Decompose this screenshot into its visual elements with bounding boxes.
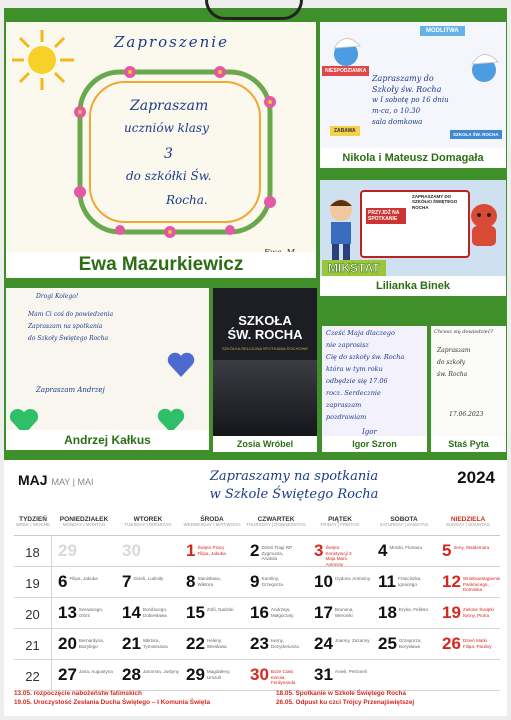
day-cell[interactable] [52,536,116,567]
day-cell[interactable] [116,567,180,597]
photo-igor [322,326,427,446]
header-week: TYDZIEŃ WEEK | WOCHE [15,516,51,528]
lilianka-board-text: ZAPRASZAMY DO SZKÓŁKI ŚWIĘTEGO ROCHA [412,194,458,210]
zosia-title-1: SZKOŁA [238,313,292,328]
ewa-title: Zaproszenie [114,33,229,51]
igor-line-2: nie zaprosisz [326,341,369,349]
zosia-poster-sub: SZKÓŁKA RELIGIJNA SPOTKANIA ROCHOWE [221,346,309,351]
caption-stas: Staś Pyta [431,436,506,452]
day-number: 6 [58,572,68,591]
name-day-text: Zielone Świątki Iwony, Piotra [462,607,494,618]
day-cell[interactable] [436,598,500,628]
name-day-text: Stanisława, Wiktora [197,576,221,587]
name-day-text: Bernardyna, Bazylego [78,638,104,649]
ewa-line-5: Rocha. [166,193,208,207]
ewa-line-4: do szkółki Św. [126,169,212,183]
ewa-line-2: uczniów klasy [124,121,209,135]
nikola-line-4: m-ca, o 10.30 [372,107,421,115]
day-cell[interactable] [308,536,372,567]
day-cell[interactable] [308,660,372,690]
day-number: 17 [314,603,333,622]
name-day-text: Andrzeja, Małgorzaty [270,607,294,618]
day-number: 29 [58,541,77,560]
flower-wreath-drawing [60,52,290,242]
day-number: 14 [122,603,141,622]
igor-line-8: pozdrawiam [326,413,367,421]
day-number: 30 [122,541,141,560]
sticker-niespodzianka: NIESPODZIANKA [322,66,369,76]
nikola-line-2: Szkoły św. Rocha [372,85,442,94]
day-cell[interactable] [52,660,116,690]
name-day-text: Zofii, Nadziei [206,607,234,612]
day-cell[interactable] [116,536,180,567]
day-cell[interactable] [372,629,436,659]
day-number: 9 [250,572,260,591]
day-number: 29 [186,665,205,684]
photo-ewa [6,22,316,264]
nikola-line-1: Zapraszamy do [372,74,434,83]
heart-decoration [166,350,196,380]
ewa-line-1: Zapraszam [130,98,209,114]
notes-left [14,689,210,708]
day-number: 27 [58,665,77,684]
day-cell[interactable] [180,567,244,597]
day-number: 19 [442,603,461,622]
invitation-line-2: w Szkole Świętego Rocha [209,486,379,502]
sticker-zabawa: ZABAWA [330,126,360,136]
stas-date: 17.06.2023 [449,411,484,418]
day-number: 31 [314,665,333,684]
day-cell[interactable] [372,598,436,628]
sticker-szkola: SZKOŁA ŚW. ROCHA [450,130,502,139]
day-cell[interactable] [244,536,308,567]
name-day-text: Boże Ciało Karola, Ferdynanda [270,669,296,685]
caption-igor: Igor Szron [322,436,427,452]
day-cell[interactable] [116,660,180,690]
day-number: 2 [250,541,260,560]
day-cell[interactable] [116,629,180,659]
note-item: 18.05. Spotkanie w Szkole Świętego Rocha [276,690,406,697]
invitation-line-1: Zapraszamy na spotkania [209,469,379,484]
day-number: 12 [442,572,461,591]
mikstat-sign: MIKSTAT [322,260,386,276]
calendar-grid [14,514,500,691]
stas-line-3: do szkoły [437,359,466,366]
day-number: 25 [378,634,397,653]
photo-nikola [320,22,506,156]
name-day-text: Gizeli, Ludmiły [133,576,164,581]
week-number: 19 [14,567,52,597]
caption-zosia: Zosia Wróbel [213,436,317,452]
caption-nikola: Nikola i Mateusz Domagała [320,148,506,168]
notes-right [276,689,414,708]
andrzej-line-4: do Szkoły Świętego Rocha [28,335,109,342]
name-day-text: Iwony, Dezyderiusza [270,638,299,649]
week-number: 20 [14,598,52,628]
day-cell[interactable] [308,567,372,597]
day-cell[interactable] [436,567,500,597]
name-day-text: Joanny, Zuzanny [334,638,370,643]
calendar-page [4,8,507,716]
day-cell[interactable] [436,629,500,659]
andrzej-signature: Zapraszam Andrzej [36,386,105,394]
day-number: 7 [122,572,132,591]
day-number: 11 [378,572,396,591]
week-number: 22 [14,660,52,690]
day-cell[interactable] [180,629,244,659]
day-cell[interactable] [308,598,372,628]
week-row [14,660,500,691]
hanging-hook [205,0,303,20]
name-day-text: Jana, Augustyna [78,669,113,674]
month-name-alt: MAY | MAI [51,477,94,487]
igor-line-1: Cześć Maja dlaczego [326,329,395,337]
zosia-street-photo [213,360,317,444]
day-cell[interactable] [180,536,244,567]
day-cell[interactable] [244,660,308,690]
name-day-text: Wiktora, Tymoteusza [142,638,168,649]
week-number: 21 [14,629,52,659]
week-number: 18 [14,536,52,567]
name-day-text: Brunona, Weroniki [334,607,354,618]
name-day-text: Anieli, Petroneli [334,669,367,674]
dog-figure [466,200,502,248]
day-cell[interactable] [308,629,372,659]
header-friday: PIĄTEK FRIDAY | FREITAG [320,516,360,528]
day-cell[interactable] [244,567,308,597]
day-number: 24 [314,634,333,653]
andrzej-line-3: Zapraszam na spotkania [28,323,103,330]
name-day-text: Izydora, Antoniny [334,576,371,581]
name-day-text: Dzień Flagi RP Zygmunta, Anatola [261,545,293,561]
day-number: 15 [186,603,205,622]
name-day-text: Karoliny, Grzegorza [261,576,283,587]
photo-stas [431,326,506,446]
day-number: 13 [58,603,77,622]
day-cell[interactable] [436,660,500,690]
day-cell[interactable] [180,598,244,628]
year-label: 2024 [457,468,495,487]
name-day-text: Filipa, Jakuba [69,576,98,581]
header-sunday: NIEDZIELA SUNDAY | SONNTAG [446,516,490,528]
day-cell[interactable] [372,660,436,690]
day-cell[interactable] [244,629,308,659]
header-thursday: CZWARTEK THURSDAY | DONNERSTAG [246,516,306,528]
day-cell[interactable] [52,629,116,659]
day-number: 26 [442,634,461,653]
note-item: 13.05. rozpoczęcie nabożeństw fatimskich [14,690,142,697]
day-cell[interactable] [52,567,116,597]
day-number: 18 [378,603,397,622]
igor-line-3: Cię do szkoły św. Rocha [326,353,405,361]
name-day-text: Wniebowstąpienie Pankracego, Dominika [462,576,501,592]
name-day-text: Święto Konstytucji 3 Maja Marii, Antoniny [325,545,352,567]
smurf-drawing-2 [464,46,504,86]
day-cell[interactable] [372,567,436,597]
day-cell[interactable] [180,660,244,690]
note-item: 26.05. Odpust ku czci Trójcy Przenajświętszej [276,699,415,707]
day-cell[interactable] [52,598,116,628]
day-number: 8 [186,572,196,591]
andrzej-line-2: Mam Ci coś do powiedzenia [28,311,114,318]
weeks-container [14,536,500,691]
week-row [14,567,500,598]
day-number: 5 [442,541,452,560]
day-number: 3 [314,541,324,560]
header-wednesday: ŚRODA WEDNESDAY | MITTWOCH [183,516,241,528]
andrzej-line-1: Drogi Kolego! [36,293,79,300]
day-number: 20 [58,634,77,653]
name-day-text: Eryka, Feliksa [398,607,428,612]
smurf-drawing [326,30,366,70]
name-day-text: Święto Pracy Filipa, Jakuba [197,545,226,556]
sticker-modlitwa: MODLITWA [420,26,465,36]
igor-line-4: która w tym roku [326,365,383,373]
name-day-text: Moniki, Floriana [389,545,422,550]
caption-andrzej: Andrzej Kałkus [6,430,209,450]
day-number: 10 [314,572,333,591]
lilianka-poster: PRZYJDŹ NA SPOTKANIE [366,208,406,224]
note-item: 19.05. Uroczystość Zesłania Ducha Świętego – I Komunia Święta [14,699,211,707]
day-number: 1 [186,541,196,560]
week-row [14,536,500,567]
week-row [14,629,500,660]
photo-lilianka [320,180,506,288]
day-number: 30 [250,665,269,684]
weekday-header-row [14,514,500,536]
zosia-title-2: ŚW. ROCHA [227,327,303,343]
day-cell[interactable] [244,598,308,628]
name-day-text: Serwacego, Glorii [78,607,104,618]
day-number: 21 [122,634,141,653]
caption-ewa: Ewa Mazurkiewicz [6,252,316,278]
igor-signature: Igor [362,428,377,436]
day-number: 4 [378,541,388,560]
week-row [14,598,500,629]
boy-figure [324,196,358,262]
igor-line-7: zapraszam [326,401,362,409]
photo-collage [4,8,507,460]
name-day-text: Bonifacego, Dobiesława [142,607,168,618]
igor-line-5: odbędzie się 17.06 [326,377,388,385]
invitation-text [174,468,414,503]
header-monday: PONIEDZIAŁEK MONDAY | MONTAG [59,516,109,528]
day-number: 16 [250,603,269,622]
ewa-line-3: 3 [164,146,173,162]
nikola-line-3: w I sobotę po 16 dniu [372,96,449,104]
name-day-text: Magdaleny, Urszuli [206,669,231,680]
name-day-text: Dzień Matki Filipa, Pauliny [462,638,492,649]
zosia-poster-title [221,314,309,343]
stas-line-1: Chcesz się dowiedzieć? [434,329,494,335]
name-day-text: Heleny, Wiesława [206,638,227,649]
name-day-text: Franciszka, Ignacego [397,576,422,587]
day-cell[interactable] [372,536,436,567]
day-number: 28 [122,665,141,684]
header-tuesday: WTOREK TUESDAY | DIENSTAG [124,516,172,528]
photo-zosia [213,288,317,444]
caption-lilianka: Lilianka Binek [320,276,506,296]
calendar-binding [0,0,511,16]
day-cell[interactable] [436,536,500,567]
nikola-line-5: sala domkowa [372,118,423,126]
name-day-text: Grzegorza, Borysława [398,638,422,649]
igor-line-6: rocz. Serdecznie [326,389,381,397]
month-label [18,472,93,488]
day-cell[interactable] [116,598,180,628]
name-day-text: Jaromira, Justyny [142,669,179,674]
stas-line-2: Zapraszam [437,347,471,354]
day-number: 23 [250,634,269,653]
stas-line-4: św. Rocha [437,371,468,378]
day-number: 22 [186,634,205,653]
header-saturday: SOBOTA SATURDAY | SAMSTAG [379,516,429,528]
month-name: MAJ [18,472,48,488]
name-day-text: Ireny, Waldemara [453,545,490,550]
photo-andrzej [6,288,209,444]
